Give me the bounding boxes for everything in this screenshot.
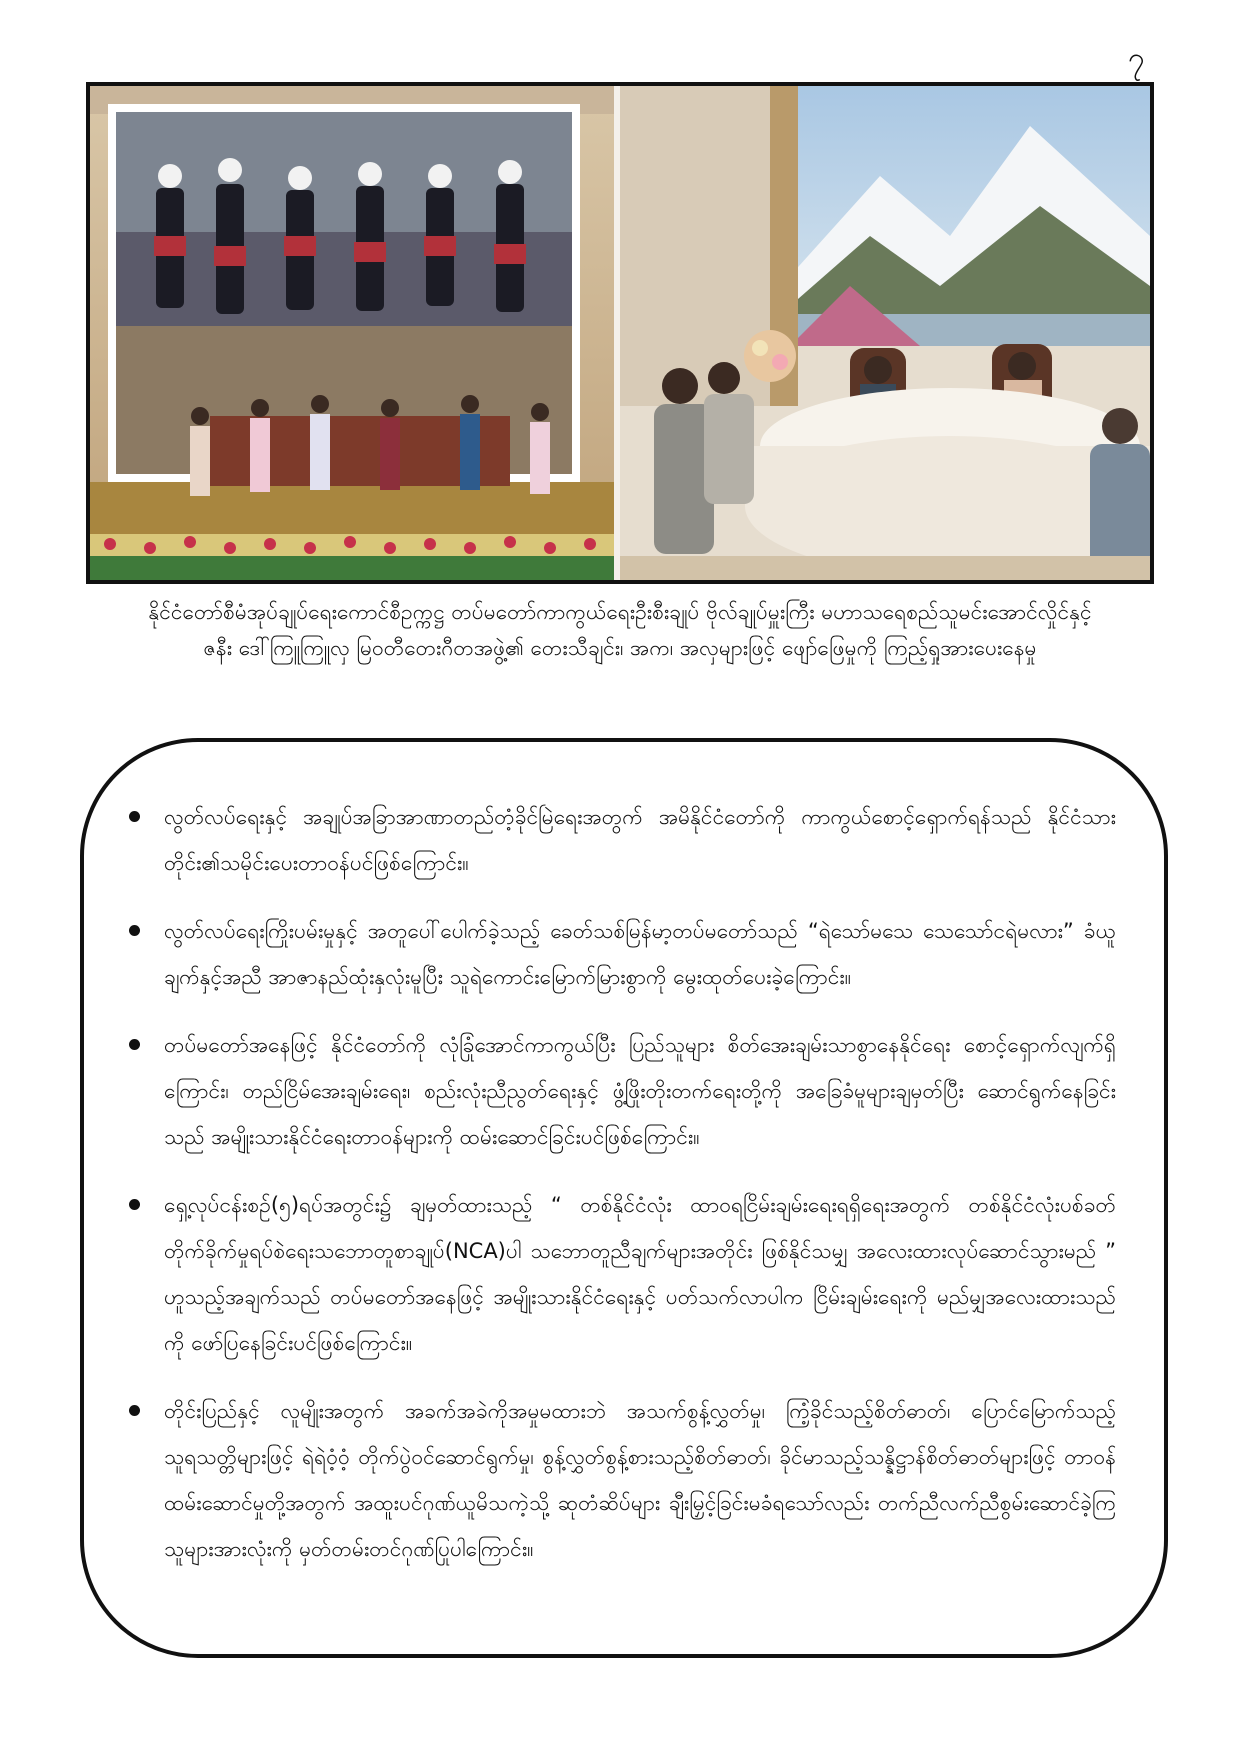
list-item xyxy=(84,908,1164,1000)
photo-caption xyxy=(60,594,1180,666)
list-item-text: လွတ်လပ်ရေးကြိုးပမ်းမှုနှင့် အတူပေါ်ပေါက်ခဲ့သည့် ခေတ်သစ်မြန်မာ့တပ်မတော်သည် “ရဲသော်မသေ သေသော်ငရဲမလား” ခံယူချက်နှင့်အညီ အာဇာနည်ထုံးနှလုံးမူပြီး သူရဲကောင်းမြောက်မြားစွာကို မွေးထုတ်ပေးခဲ့ကြောင်း။ xyxy=(164,919,1116,989)
key-points-box xyxy=(80,738,1168,1658)
stage-performance-photo xyxy=(90,86,614,580)
dinner-table-illustration xyxy=(620,86,1150,580)
list-item xyxy=(84,1388,1164,1572)
page-number: ၇ xyxy=(1128,41,1145,76)
list-item-text: တပ်မတော်အနေဖြင့် နိုင်ငံတော်ကို လုံခြုံအောင်ကာကွယ်ပြီး ပြည်သူများ စိတ်အေးချမ်းသာစွာနေနိုင်ရေး စောင့်ရှောက်လျက်ရှိကြောင်း၊ တည်ငြိမ်အေးချမ်းရေး၊ စည်းလုံးညီညွတ်ရေးနှင့် ဖွံ့ဖြိုးတိုးတက်ရေးတို့ကို အခြေခံမူများချမှတ်ပြီး ဆောင်ရွက်နေခြင်းသည် အမျိုးသားနိုင်ငံရေးတာဝန်များကို ထမ်းဆောင်ခြင်းပင်ဖြစ်ကြောင်း။ xyxy=(164,1033,1116,1149)
caption-line-1: နိုင်ငံတော်စီမံအုပ်ချုပ်ရေးကောင်စီဥက္ကဋ္ဌ တပ်မတော်ကာကွယ်ရေးဦးစီးချုပ် ဗိုလ်ချုပ်မှူးကြီး မဟာသရေစည်သူမင်းအောင်လှိုင်နှင့် xyxy=(148,600,1092,624)
bullet-icon xyxy=(129,811,140,822)
bullet-icon xyxy=(129,925,140,936)
bullet-icon xyxy=(129,1199,140,1210)
key-points-list xyxy=(84,794,1164,1594)
list-item xyxy=(84,794,1164,886)
list-item-text: ရှေ့လုပ်ငန်းစဉ်(၅)ရပ်အတွင်း၌ ချမှတ်ထားသည့် “ တစ်နိုင်ငံလုံး ထာဝရငြိမ်းချမ်းရေးရရှိရေးအတွက် တစ်နိုင်ငံလုံးပစ်ခတ်တိုက်ခိုက်မှုရပ်စဲရေးသဘောတူစာချုပ်(NCA)ပါ သဘောတူညီချက်များအတိုင်း ဖြစ်နိုင်သမျှ အလေးထားလုပ်ဆောင်သွားမည် ” ဟူသည့်အချက်သည် တပ်မတော်အနေဖြင့် အမျိုးသားနိုင်ငံရေးနှင့် ပတ်သက်လာပါက ငြိမ်းချမ်းရေးကို မည်မျှအလေးထားသည်ကို ဖော်ပြနေခြင်းပင်ဖြစ်ကြောင်း။ xyxy=(164,1193,1116,1355)
bullet-icon xyxy=(129,1039,140,1050)
list-item xyxy=(84,1182,1164,1366)
list-item xyxy=(84,1022,1164,1160)
caption-line-2: ဇနီး ဒေါ်ကြူကြူလှ မြဝတီတေးဂီတအဖွဲ့၏ တေးသီချင်း၊ အက၊ အလှများဖြင့် ဖျော်ဖြေမှုကို ကြည့်ရှုအားပေးနေမှု xyxy=(203,636,1037,660)
dinner-table-photo xyxy=(620,86,1150,580)
event-photo-pair xyxy=(86,82,1154,584)
list-item-text: လွတ်လပ်ရေးနှင့် အချုပ်အခြာအာဏာတည်တံ့ခိုင်မြဲရေးအတွက် အမိနိုင်ငံတော်ကို ကာကွယ်စောင့်ရှောက်ရန်သည် နိုင်ငံသားတိုင်း၏သမိုင်းပေးတာဝန်ပင်ဖြစ်ကြောင်း။ xyxy=(164,805,1116,875)
list-item-text: တိုင်းပြည်နှင့် လူမျိုးအတွက် အခက်အခဲကိုအမှုမထားဘဲ အသက်စွန့်လွှတ်မှု၊ ကြံ့ခိုင်သည့်စိတ်ဓာတ်၊ ပြောင်မြောက်သည့်သူရသတ္တိများဖြင့် ရဲရဲဝံ့ဝံ့ တိုက်ပွဲဝင်ဆောင်ရွက်မှု၊ စွန့်လွှတ်စွန့်စားသည့်စိတ်ဓာတ်၊ ခိုင်မာသည့်သန္နိဋ္ဌာန်စိတ်ဓာတ်များဖြင့် တာဝန်ထမ်းဆောင်မှုတို့အတွက် အထူးပင်ဂုဏ်ယူမိသကဲ့သို့ ဆုတံဆိပ်များ ချီးမြှင့်ခြင်းမခံရသော်လည်း တက်ညီလက်ညီစွမ်းဆောင်ခဲ့ကြသူများအားလုံးကို မှတ်တမ်းတင်ဂုဏ်ပြုပါကြောင်း။ xyxy=(164,1399,1116,1561)
stage-performance-illustration xyxy=(90,86,614,580)
bullet-icon xyxy=(129,1405,140,1416)
